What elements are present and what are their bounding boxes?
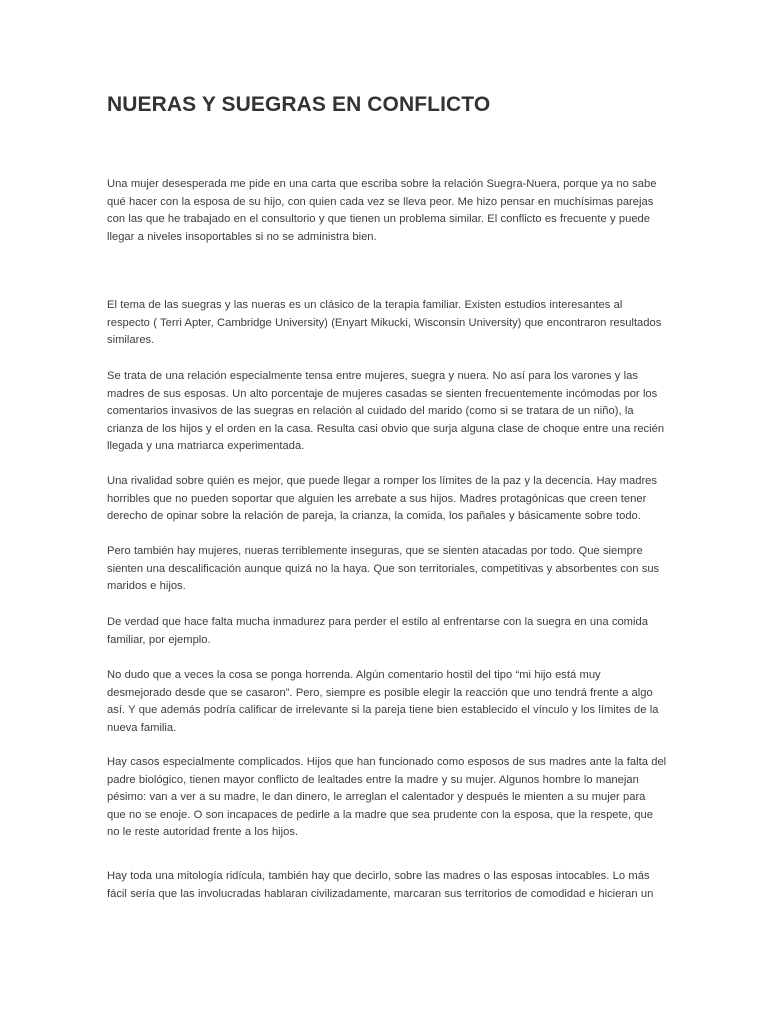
paragraph-9: Hay toda una mitología ridícula, también hay que decirlo, sobre las madres o las esposas intocables. Lo más fácil sería que las involucradas hablaran civilizadamente, marcaran sus territorios de comodidad e hicieran un [107,870,654,900]
document-title: NUERAS Y SUEGRAS EN CONFLICTO [107,93,491,116]
paragraph-5: Pero también hay mujeres, nueras terriblemente inseguras, que se sienten atacadas por todo. Que siempre sienten una descalificación aunque quizá no la haya. Que son territoriales, competitivas y absorbentes con sus maridos e hijos. [107,545,660,593]
paragraph-4: Una rivalidad sobre quién es mejor, que puede llegar a romper los límites de la paz y la decencia. Hay madres horribles que no pueden soportar que alguien les arrebate a sus hijos. Madres protagónicas que creen tener derecho de opinar sobre la relación de pareja, la crianza, la comida, los pañales y básicamente sobre todo. [107,475,657,523]
paragraph-8: Hay casos especialmente complicados. Hijos que han funcionado como esposos de sus madres ante la falta del padre biológico, tienen mayor conflicto de lealtades entre la madre y su mujer. Algunos hombre lo manejan pésimo: van a ver a su madre, le dan dinero, le arreglan el calentador y después le mienten a su mujer para que no se enoje. O son incapaces de pedirle a la madre que sea prudente con la esposa, que la respete, que no le reste autoridad frente a los hijos. [107,756,667,839]
paragraph-3: Se trata de una relación especialmente tensa entre mujeres, suegra y nuera. No así para los varones y las madres de sus esposas. Un alto porcentaje de mujeres casadas se sienten frecuentemente incómodas por los comentarios invasivos de las suegras en relación al cuidado del marido (como si se tratara de un niño), la crianza de los hijos y el orden en la casa. Resulta casi obvio que surja alguna clase de choque entre una recién llegada y una matriarca experimentada. [107,370,665,453]
paragraph-7: No dudo que a veces la cosa se ponga horrenda. Algún comentario hostil del tipo “mi hijo está muy desmejorado desde que se casaron”. Pero, siempre es posible elegir la reacción que uno tendrá frente a algo así. Y que además podría calificar de irrelevante si la pareja tiene bien establecido el vínculo y los límites de la nueva familia. [107,669,659,734]
paragraph-2: El tema de las suegras y las nueras es un clásico de la terapia familiar. Existen estudios interesantes al respecto ( Terri Apter, Cambridge University) (Enyart Mikucki, Wisconsin University) que encontraron resultados similares. [107,299,662,347]
paragraph-1: Una mujer desesperada me pide en una carta que escriba sobre la relación Suegra-Nuera, porque ya no sabe qué hacer con la esposa de su hijo, con quien cada vez se lleva peor. Me hizo pensar en muchísimas parejas con las que he trabajado en el consultorio y que tienen un problema similar. El conflicto es frecuente y puede llegar a niveles insoportables si no se administra bien. [107,178,657,243]
paragraph-6: De verdad que hace falta mucha inmadurez para perder el estilo al enfrentarse con la suegra en una comida familiar, por ejemplo. [107,616,648,646]
